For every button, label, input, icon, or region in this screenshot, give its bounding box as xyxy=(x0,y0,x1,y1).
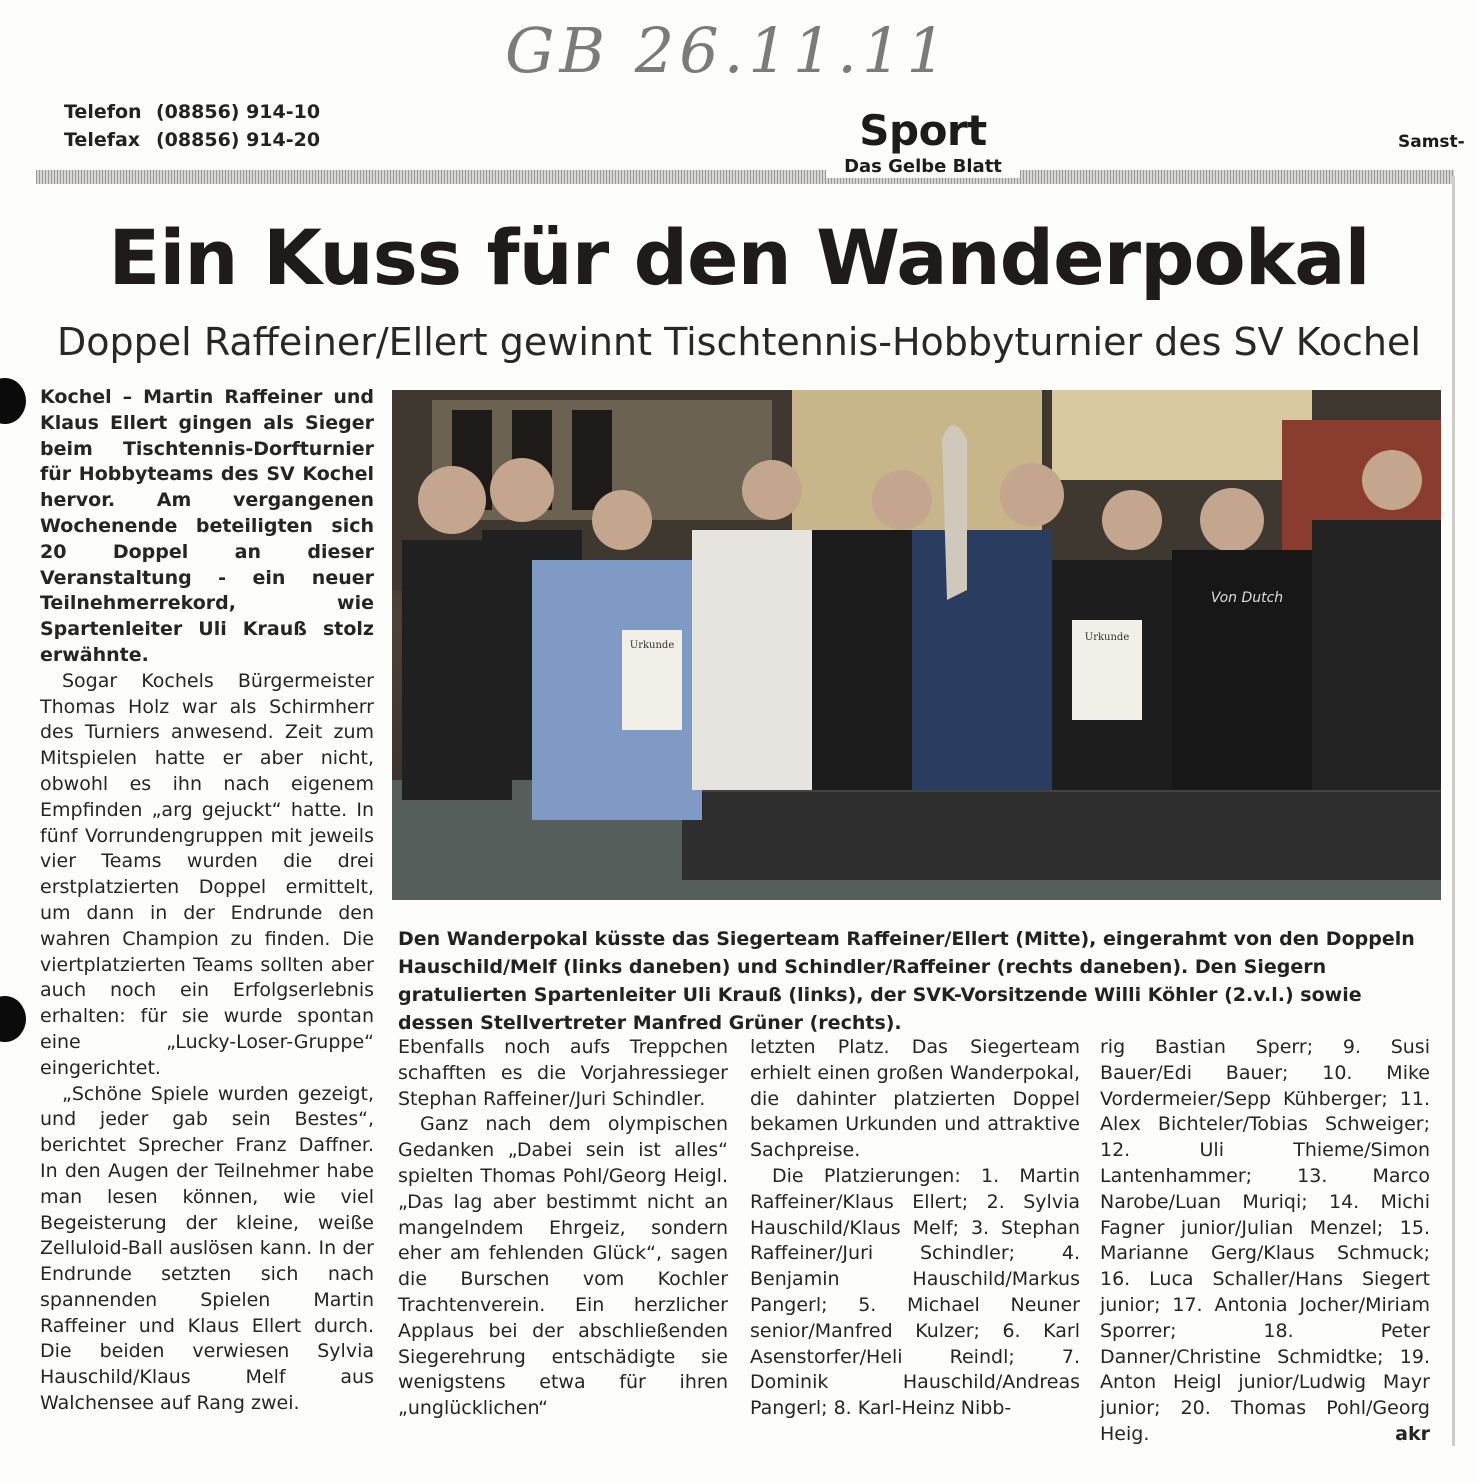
article-headline: Ein Kuss für den Wanderpokal xyxy=(108,213,1370,302)
paragraph: letzten Platz. Das Siegerteam erhielt einen großen Wanderpokal, die dahinter platzierten Doppel bekamen Urkunden und attraktive Sachpreise. xyxy=(750,1036,1080,1162)
paragraph: Ganz nach dem olympischen Gedanken „Dabei sein ist alles“ spielten Thomas Pohl/Georg Heigl. „Das lag aber bestimmt nicht an mangelndem Ehrgeiz, sondern eher am fehlenden Glück“, sagen die Burschen vom Kochler Trachtenverein. Ein herzlicher Applaus bei der abschließenden Siegerehrung entschädigte sie wenigstens etwa für ihren „unglücklichen“ xyxy=(398,1113,728,1420)
section-rule-band xyxy=(36,170,1454,184)
section-header xyxy=(826,106,1020,178)
paragraph: „Schöne Spiele wurden gezeigt, und jeder gab sein Bestes“, berichtet Sprecher Franz Daffner. In den Augen der Teilnehmer habe man lesen können, wie viel Begeisterung der kleine, weiße Zelluloid-Ball auslösen kann. In der Endrunde setzten sich nach spannenden Spielen Martin Raffeiner und Klaus Ellert durch. Die beiden verwiesen Sylvia Hauschild/Klaus Melf aus Walchensee auf Rang zwei. xyxy=(40,1082,374,1415)
fax-number: (08856) 914-20 xyxy=(156,129,321,151)
certificate-label-left: Urkunde xyxy=(629,640,675,651)
article-column-3 xyxy=(750,1035,1080,1422)
team-photo-illustration xyxy=(392,390,1441,900)
punch-hole-mark xyxy=(0,378,26,424)
section-title: Sport xyxy=(859,106,987,155)
page-edge-shadow xyxy=(1452,176,1455,1446)
publication-name: Das Gelbe Blatt xyxy=(844,156,1002,177)
fax-label: Telefax xyxy=(64,129,141,151)
phone-label: Telefon xyxy=(64,101,142,123)
article-column-2 xyxy=(398,1035,728,1422)
phone-number: (08856) 914-10 xyxy=(156,101,321,123)
paragraph: Ebenfalls noch aufs Treppchen schafften es die Vorjahressieger Stephan Raffeiner/Juri Schindler. xyxy=(398,1036,728,1110)
punch-hole-mark xyxy=(0,996,26,1042)
paragraph: Sogar Kochels Bürgermeister Thomas Holz war als Schirmherr des Turniers anwesend. Zeit zum Mitspielen hatte er aber nicht, obwohl es ihn nach eigenem Empfinden „arg gejuckt“ hatte. In fünf Vorrundengruppen mit jeweils vier Teams wurden die drei erstplatzierten Doppel ermittelt, um dann in der Endrunde den wahren Champion zu finden. Die viertplatzierten Teams sollten aber auch noch ein Erfolgserlebnis erhalten: für sie wurde spontan eine „Lucky-Loser-Gruppe“ eingerichtet. xyxy=(40,669,374,1079)
phone-line xyxy=(64,98,320,126)
lead-paragraph: Kochel – Martin Raffeiner und Klaus Ellert gingen als Sieger beim Tischtennis-Dorfturnier für Hobbyteams des SV Kochel hervor. Am vergangenen Wochenende beteiligten sich 20 Doppel an dieser Veranstaltung - ein neuer Teilnehmerrekord, wie Spartenleiter Uli Krauß stolz erwähnte. xyxy=(40,386,374,666)
article-column-1 xyxy=(40,385,374,1417)
fax-line xyxy=(64,126,320,154)
contact-block xyxy=(64,98,320,154)
article-column-4 xyxy=(1100,1035,1430,1448)
issue-date: Samst- xyxy=(1398,132,1465,152)
certificate-label-right: Urkunde xyxy=(1084,632,1130,643)
handwritten-date-note: GB 26.11.11 xyxy=(505,14,951,87)
photo-caption: Den Wanderpokal küsste das Siegerteam Raffeiner/Ellert (Mitte), eingerahmt von den Doppeln Hauschild/Melf (links daneben) und Schindler/Raffeiner (rechts daneben). Den Siegern gratulierten Spartenleiter Uli Krauß (links), der SVK-Vorsitzende Willi Köhler (2.v.l.) sowie dessen Stellvertreter Manfred Grüner (rechts). xyxy=(398,928,1415,1034)
results-paragraph: Die Platzierungen: 1. Martin Raffeiner/Klaus Ellert; 2. Sylvia Hauschild/Klaus Melf; 3. Stephan Raffeiner/Juri Schindler; 4. Benjamin Hauschild/Markus Pangerl; 5. Michael Neuner senior/Manfred Kulzer; 6. Karl Asenstorfer/Heli Reindl; 7. Dominik Hauschild/Andreas Pangerl; 8. Karl-Heinz Nibb- xyxy=(750,1164,1080,1420)
shirt-logo-text: Von Dutch xyxy=(1210,590,1284,606)
author-initials: akr xyxy=(1395,1422,1430,1445)
results-paragraph-continued xyxy=(1100,1035,1430,1448)
results-text: rig Bastian Sperr; 9. Susi Bauer/Edi Bauer; 10. Mike Vordermeier/Sepp Kühberger; 11. Alex Bichteler/Tobias Schweiger; 12. Uli Thieme/Simon Lantenhammer; 13. Marco Narobe/Luan Muriqi; 14. Michi Fagner junior/Julian Menzel; 15. Marianne Gerg/Klaus Schmuck; 16. Luca Schaller/Hans Siegert junior; 17. Antonia Jocher/Miriam Sporrer; 18. Peter Danner/Christine Schmidtke; 19. Anton Heigl junior/Ludwig Mayr junior; 20. Thomas Pohl/Georg Heig. xyxy=(1100,1036,1430,1445)
article-subheadline: Doppel Raffeiner/Ellert gewinnt Tischtennis-Hobbyturnier des SV Kochel xyxy=(57,320,1421,364)
article-photo xyxy=(392,390,1441,900)
